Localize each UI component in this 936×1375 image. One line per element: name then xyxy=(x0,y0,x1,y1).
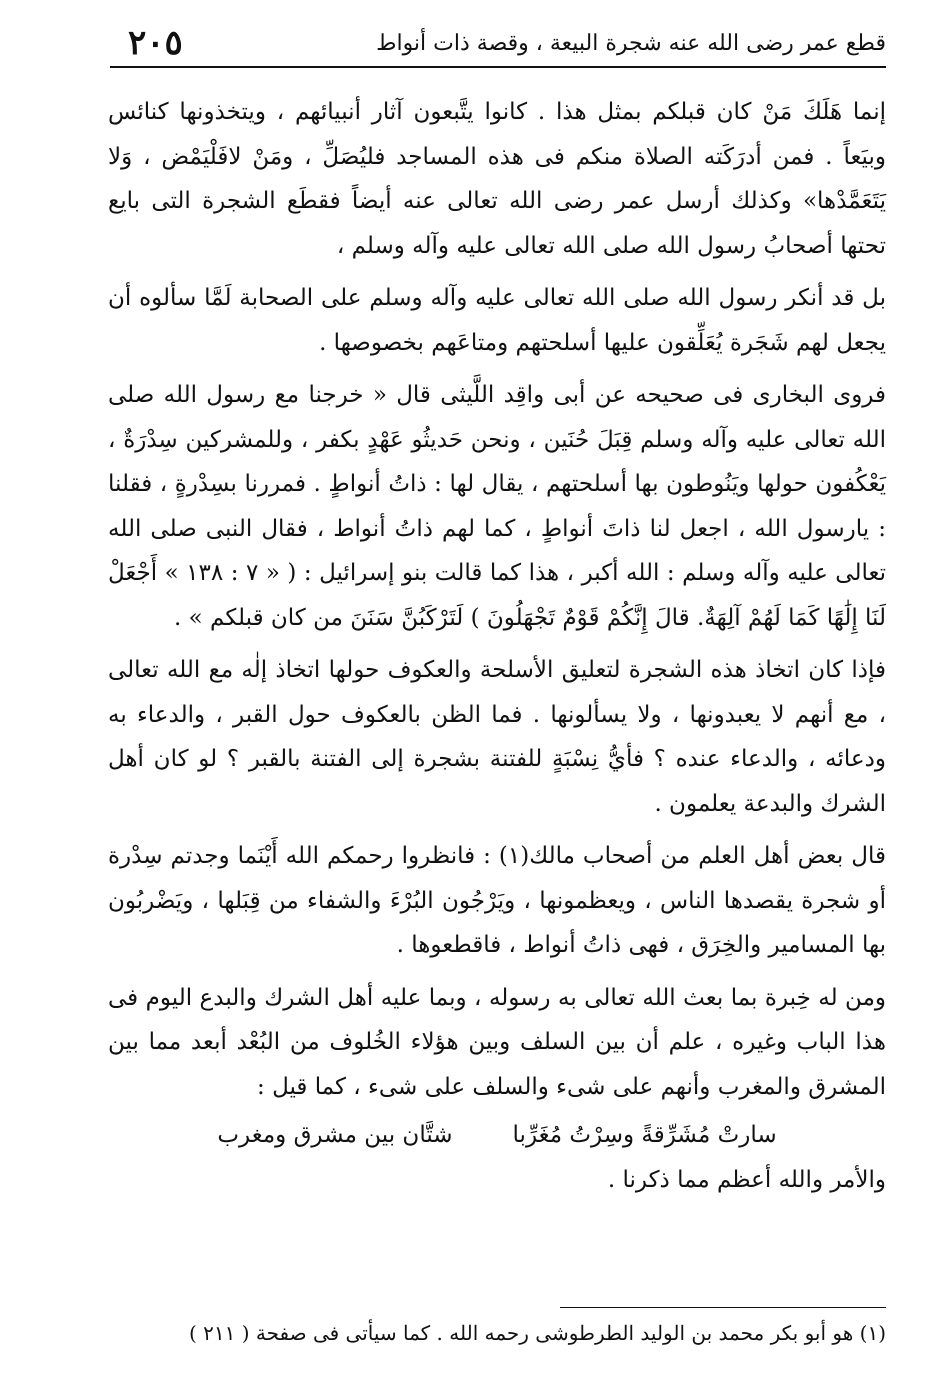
paragraph-5: قال بعض أهل العلم من أصحاب مالك(١) : فانظروا رحمكم الله أَيْنَما وجدتم سِدْرة أو شجرة يقصدها الناس ، ويعظمونها ، ويَرْجُون البُرْءَ والشفاء من قِبَلها ، ويَضْربُون بها المسامير والخِرَق ، فهى ذاتُ أنواط ، فاقطعوها . xyxy=(108,843,886,958)
paragraph-3-hadith: فروى البخارى فى صحيحه عن أبى واقِد اللَّيثى قال « خرجنا مع رسول الله صلى الله تعالى عليه وآله وسلم قِبَلَ حُنَين ، ونحن حَديثُو عَهْدٍ بكفر ، وللمشركين سِدْرَةٌ ، يَعْكُفون حولها ويَنُوطون بها أسلحتهم ، يقال لها : ذاتُ أنواطٍ . فمررنا بسِدْرةٍ ، فقلنا : يارسول الله ، اجعل لنا ذاتَ أنواطٍ ، كما لهم ذاتُ أنواط ، فقال النبى صلى الله تعالى عليه وآله وسلم : الله أكبر ، هذا كما قالت بنو إسرائيل : ( « ٧ : ١٣٨ » أَجْعَلْ لَنَا إِلَٰهًا كَمَا لَهُمْ آلِهَةٌ. قالَ إِنَّكُمْ قَوْمٌ تَجْهَلُونَ ) لَتَرْكَبُنَّ سَنَنَ من كان قبلكم » . xyxy=(108,382,886,631)
paragraph-7: والأمر والله أعظم مما ذكرنا . xyxy=(607,1166,886,1193)
paragraph-1: إنما هَلَكَ مَنْ كان قبلكم بمثل هذا . كانوا يتَّبعون آثار أنبيائهم ، ويتخذونها كنائس وبيَعاً . فمن أدرَكَته الصلاة منكم فى هذه المساجد فليُصَلِّ ، ومَنْ لافَلْيَمْض ، وَلا يَتَعَمَّدْها» وكذلك أرسل عمر رضى الله تعالى عنه أيضاً فقطَع الشجرة التى بايع تحتها أصحابُ رسول الله صلى الله تعالى عليه وآله وسلم ، xyxy=(108,99,886,259)
poetry-verse xyxy=(108,1113,886,1158)
verse-first-hemistich: سارتْ مُشَرِّقةً وسِرْتُ مُغَرِّبا xyxy=(512,1122,777,1148)
paragraph-2: بل قد أنكر رسول الله صلى الله تعالى عليه وآله وسلم على الصحابة لَمَّا سألوه أن يجعل لهم شَجَرة يُعَلِّقون عليها أسلحتهم ومتاعَهم بخصوصها . xyxy=(108,285,886,356)
page-number: ٢٠٥ xyxy=(128,23,183,63)
header-divider xyxy=(110,66,886,68)
footnote-divider xyxy=(560,1307,886,1308)
paragraph-4: فإذا كان اتخاذ هذه الشجرة لتعليق الأسلحة والعكوف حولها اتخاذ إلٰه مع الله تعالى ، مع أنهم لا يعبدونها ، ولا يسألونها . فما الظن بالعكوف حول القبر ، والدعاء به ودعائه ، والدعاء عنده ؟ فأيُّ نِسْبَةٍ للفتنة بشجرة إلى الفتنة بالقبر ؟ لو كان أهل الشرك والبدعة يعلمون . xyxy=(108,657,886,817)
paragraph-6: ومن له خِبرة بما بعث الله تعالى به رسوله ، وبما عليه أهل الشرك والبدع اليوم فى هذا الباب وغيره ، علم أن بين السلف وبين هؤلاء الخُلوف من البُعْد أبعد مما بين المشرق والمغرب وأنهم على شىء والسلف على شىء ، كما قيل : xyxy=(108,984,886,1100)
page-header xyxy=(110,20,886,66)
footnote: (١) هو أبو بكر محمد بن الوليد الطرطوشى رحمه الله . كما سيأتى فى صفحة ( ٢١١ ) xyxy=(188,1321,886,1345)
running-title: قطع عمر رضى الله عنه شجرة البيعة ، وقصة ذات أنواط xyxy=(376,30,886,56)
main-text xyxy=(108,90,886,1202)
verse-second-hemistich: شتَّان بين مشرق ومغرب xyxy=(217,1122,453,1148)
